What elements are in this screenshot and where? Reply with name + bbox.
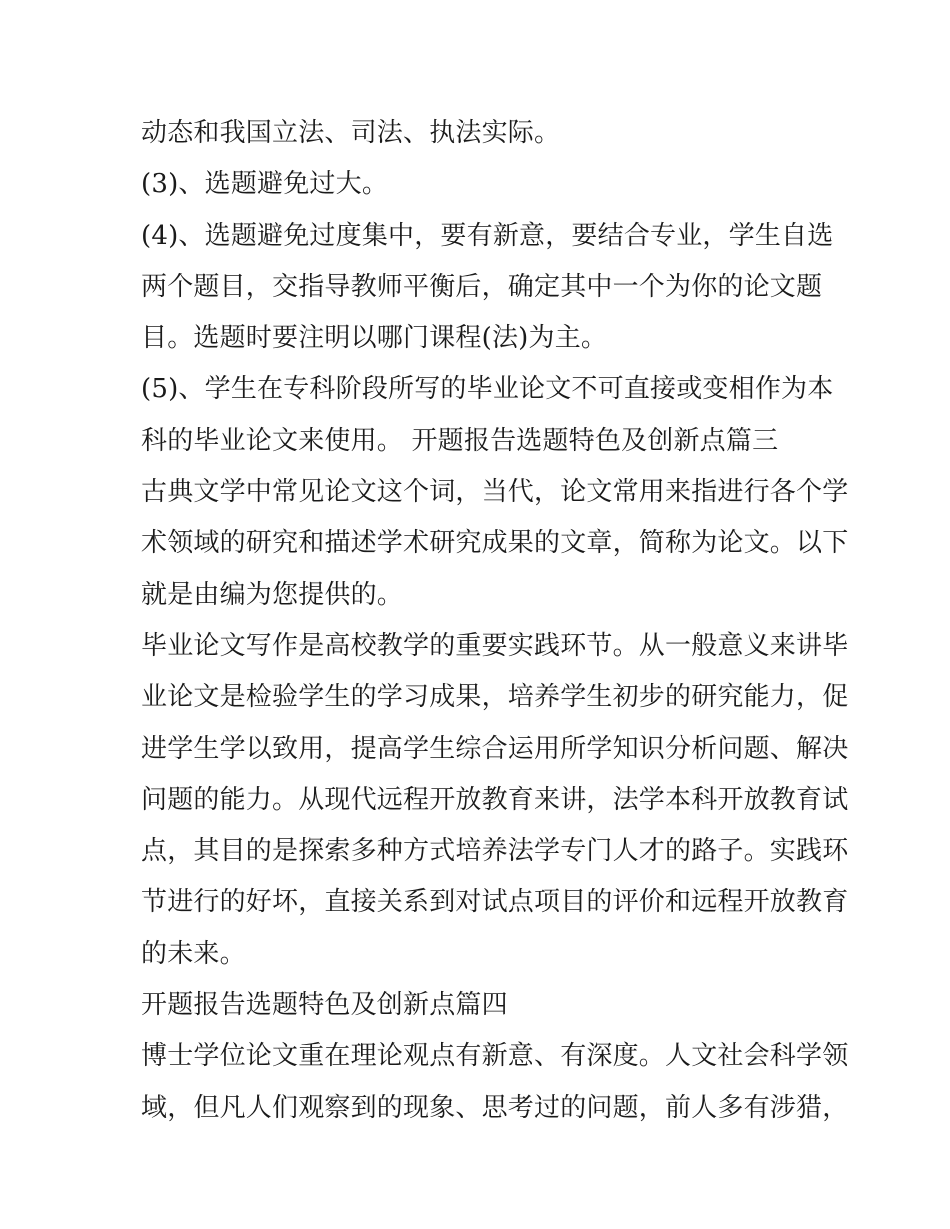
text-line: (4)、选题避免过度集中，要有新意，要结合专业，学生自选 <box>141 220 834 251</box>
text-line: 目。选题时要注明以哪门课程(法)为主。 <box>141 323 608 354</box>
section-heading: 开题报告选题特色及创新点篇四 <box>141 990 508 1021</box>
text-line: 科的毕业论文来使用。 开题报告选题特色及创新点篇三 <box>141 425 779 456</box>
text-line: 业论文是检验学生的学习成果，培养学生初步的研究能力，促 <box>141 682 849 713</box>
text-line: 的未来。 <box>141 938 246 969</box>
text-line: 古典文学中常见论文这个词，当代，论文常用来指进行各个学 <box>141 477 849 508</box>
text-line: 博士学位论文重在理论观点有新意、有深度。人文社会科学领 <box>141 1041 849 1072</box>
text-line: 动态和我国立法、司法、执法实际。 <box>141 118 561 148</box>
text-line: 毕业论文写作是高校教学的重要实践环节。从一般意义来讲毕 <box>141 630 849 661</box>
text-line: 点，其目的是探索多种方式培养法学专门人才的路子。实践环 <box>141 836 849 867</box>
text-line: (3)、选题避免过大。 <box>141 169 389 200</box>
text-line: 两个题目，交指导教师平衡后，确定其中一个为你的论文题 <box>141 271 823 302</box>
text-line: 节进行的好坏，直接关系到对试点项目的评价和远程开放教育 <box>141 887 849 918</box>
text-line: (5)、学生在专科阶段所写的毕业论文不可直接或变相作为本 <box>141 374 834 405</box>
text-line: 进学生学以致用，提高学生综合运用所学知识分析问题、解决 <box>141 733 849 764</box>
text-line: 术领域的研究和描述学术研究成果的文章，简称为论文。以下 <box>141 528 849 559</box>
text-line: 就是由编为您提供的。 <box>141 579 404 610</box>
text-line: 域，但凡人们观察到的现象、思考过的问题，前人多有涉猎， <box>141 1092 849 1123</box>
text-line: 问题的能力。从现代远程开放教育来讲，法学本科开放教育试 <box>141 784 849 815</box>
document-body <box>141 108 849 1134</box>
